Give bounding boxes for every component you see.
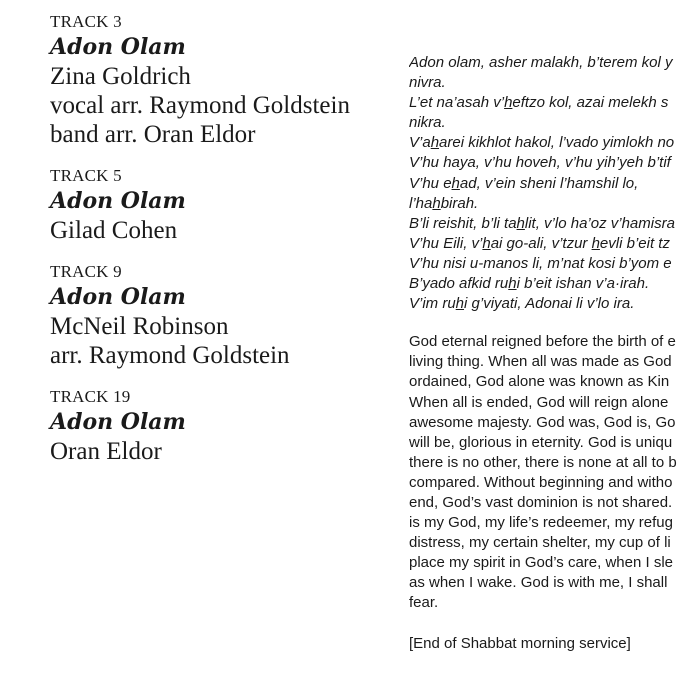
track-list (50, 11, 390, 482)
translation-line: will be, glorious in eternity. God is uniqu (409, 433, 673, 451)
translation-line: fear. (409, 594, 439, 612)
translation-line: distress, my certain shelter, my cup of li (409, 534, 671, 552)
track-credit: Oran Eldor (50, 438, 162, 465)
lyric-line: nikra. (409, 114, 446, 132)
transliterated-lyrics (409, 53, 700, 314)
track-credit: Zina Goldrich (50, 63, 191, 90)
track-title: Adon Olam (50, 34, 186, 60)
translation-line: there is no other, there is none at all to b (409, 453, 677, 471)
track-number: TRACK 5 (50, 166, 122, 185)
track-number: TRACK 9 (50, 262, 122, 281)
translation-line: as when I wake. God is with me, I shall (409, 574, 668, 592)
track-credit: Gilad Cohen (50, 217, 178, 244)
track-number: TRACK 19 (50, 387, 131, 406)
track-entry (50, 386, 390, 466)
track-title: Adon Olam (50, 409, 186, 435)
lyric-line: V’hu ehad, v’ein sheni l’hamshil lo, (409, 174, 639, 192)
lyric-line: V’hu haya, v’hu hoveh, v’hu yih’yeh b’tif (409, 154, 671, 172)
lyrics-column (409, 53, 700, 654)
lyric-line: V’hu nisi u-manos li, m’nat kosi b’yom e (409, 254, 672, 272)
track-title: Adon Olam (50, 188, 186, 214)
lyric-line: V’im ruhi g’viyati, Adonai li v’lo ira. (409, 295, 635, 313)
lyric-line: V’aharei kikhlot hakol, l’vado yimlokh no (409, 134, 675, 152)
track-credit: vocal arr. Raymond Goldstein (50, 92, 350, 119)
track-credit: band arr. Oran Eldor (50, 121, 256, 148)
track-number: TRACK 3 (50, 12, 122, 31)
lyric-line: V’hu Eili, v’hai go-ali, v’tzur hevli b’eit tz (409, 234, 670, 252)
track-credit: arr. Raymond Goldstein (50, 342, 290, 369)
translation-line: awesome majesty. God was, God is, Go (409, 413, 676, 431)
translation-line: place my spirit in God’s care, when I sle (409, 554, 674, 572)
track-entry (50, 165, 390, 245)
lyric-line: l’hahbirah. (409, 194, 479, 212)
translation-line: living thing. When all was made as God (409, 353, 672, 371)
lyric-line: L’et na’asah v’heftzo kol, azai melekh s (409, 94, 669, 112)
translation-line: ordained, God alone was known as Kin (409, 373, 670, 391)
lyric-line: B’li reishit, b’li tahlit, v’lo ha’oz v’hamisra (409, 214, 675, 232)
lyric-line: Adon olam, asher malakh, b’terem kol y (409, 54, 673, 71)
translation-line: When all is ended, God will reign alone (409, 393, 669, 411)
translation-line: end, God’s vast dominion is not shared. (409, 493, 673, 511)
translation-line: compared. Without beginning and witho (409, 473, 673, 491)
track-entry (50, 261, 390, 370)
lyric-line: B’yado afkid ruhi b’eit ishan v’a·irah. (409, 275, 650, 293)
track-title: Adon Olam (50, 284, 186, 310)
english-translation (409, 332, 700, 613)
track-credit: McNeil Robinson (50, 313, 229, 340)
translation-line: God eternal reigned before the birth of e (409, 333, 676, 351)
translation-line: is my God, my life’s redeemer, my refug (409, 514, 673, 532)
track-entry (50, 11, 390, 149)
lyric-line: nivra. (409, 74, 446, 92)
end-note: [End of Shabbat morning service] (409, 634, 631, 652)
